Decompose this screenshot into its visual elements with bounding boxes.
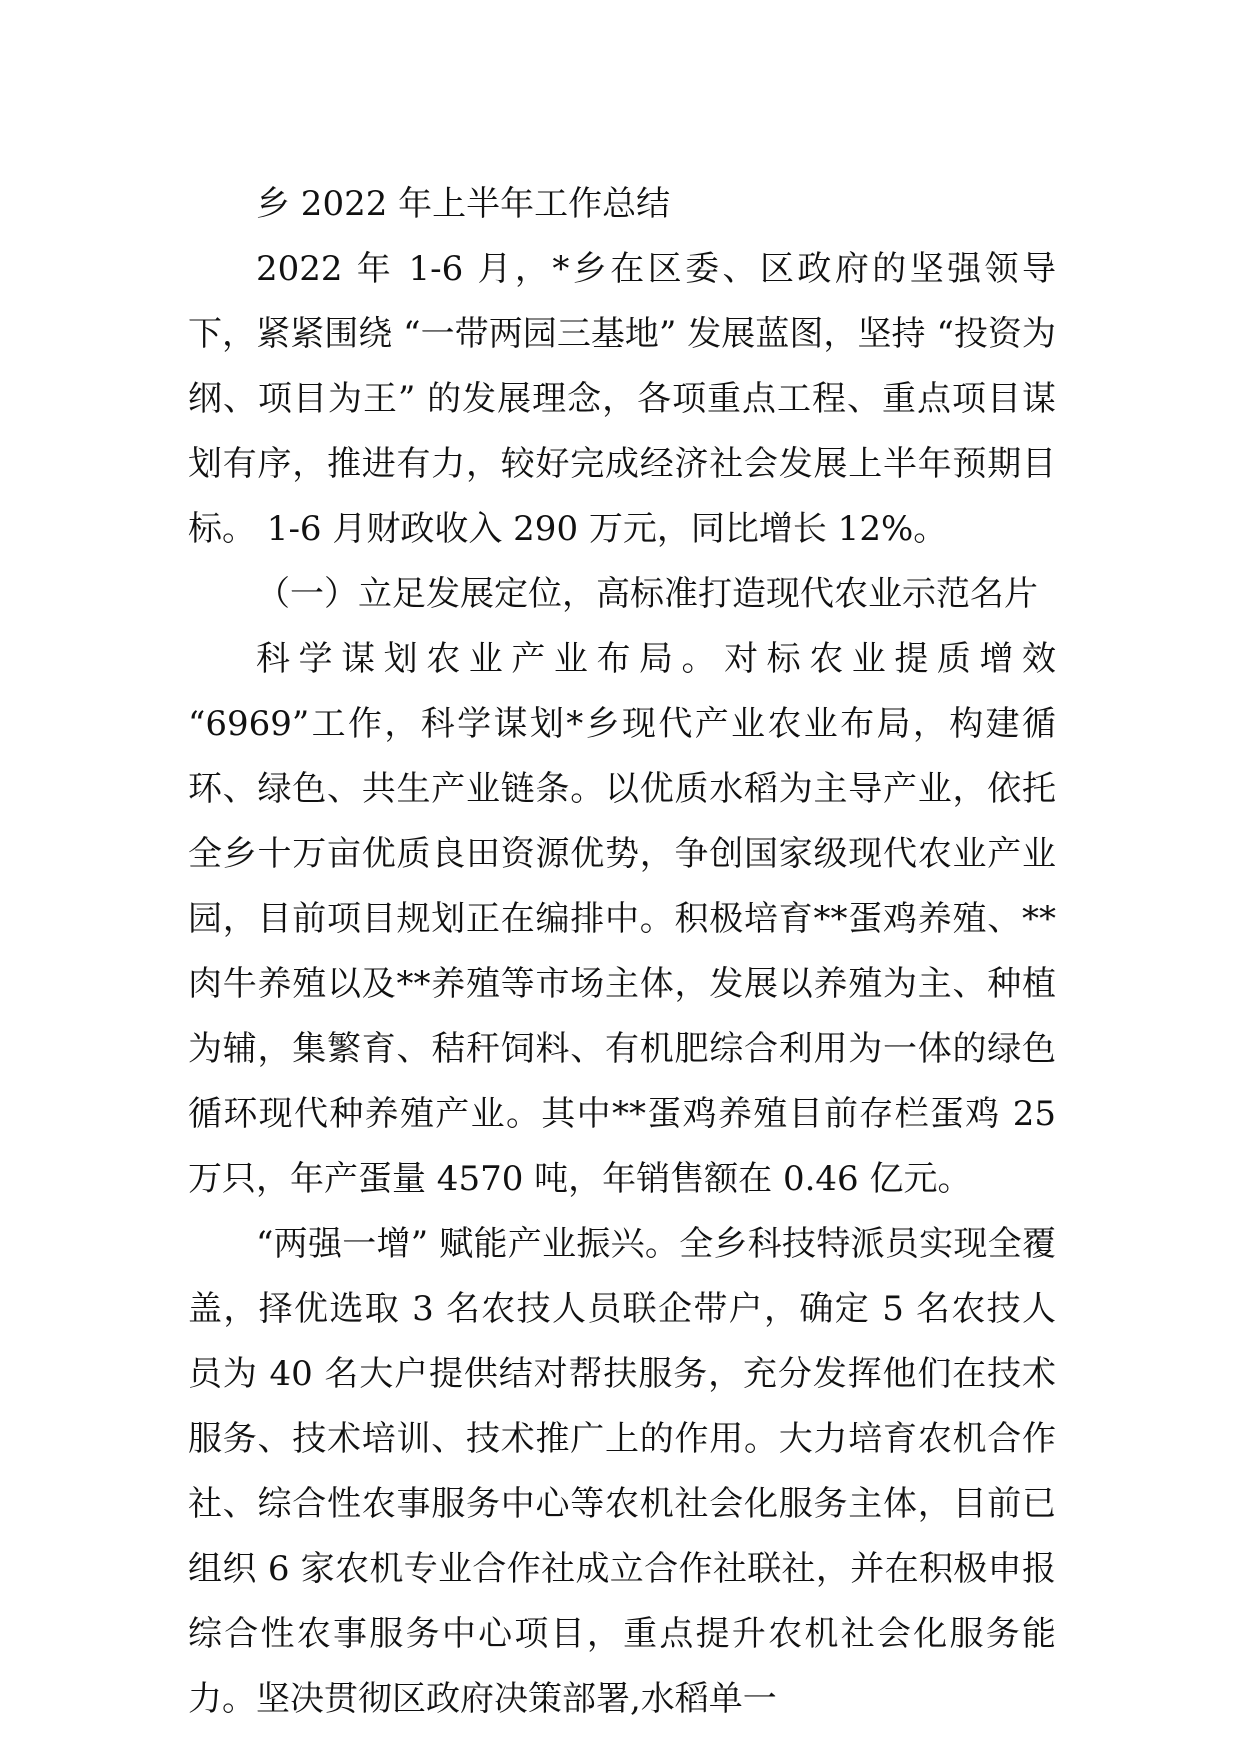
paragraph-agriculture-layout: 科学谋划农业产业布局。对标农业提质增效 “6969”工作，科学谋划*乡现代产业农业布局，构建循环、绿色、共生产业链条。以优质水稻为主导产业，依托全乡十万亩优质良田资源优势，争创国家级现代农业产业园，目前项目规划正在编排中。积极培育**蛋鸡养殖、**肉牛养殖以及**养殖等市场主体，发展以养殖为主、种植为辅，集繁育、秸秆饲料、有机肥综合利用为一体的绿色循环现代种养殖产业。其中**蛋鸡养殖目前存栏蛋鸡 25 万只，年产蛋量 4570 吨，年销售额在 0.46 亿元。 [188, 639, 1056, 1199]
document-body [188, 172, 1056, 1732]
paragraph-overview: 2022 年 1-6 月，*乡在区委、区政府的坚强领导下，紧紧围绕 “一带两园三基地” 发展蓝图，坚持 “投资为纲、项目为王” 的发展理念，各项重点工程、重点项目谋划有序，推进有力，较好完成经济社会发展上半年预期目标。 1-6 月财政收入 290 万元，同比增长 12%。 [188, 249, 1056, 549]
paragraph-industry-revitalization: “两强一增” 赋能产业振兴。全乡科技特派员实现全覆盖，择优选取 3 名农技人员联企带户，确定 5 名农技人员为 40 名大户提供结对帮扶服务，充分发挥他们在技术服务、技术培训、技术推广上的作用。大力培育农机合作社、综合性农事服务中心等农机社会化服务主体，目前已组织 6 家农机专业合作社成立合作社联社，并在积极申报综合性农事服务中心项目，重点提升农机社会化服务能力。坚决贯彻区政府决策部署,水稻单一 [188, 1224, 1056, 1719]
section-heading: （一）立足发展定位，高标准打造现代农业示范名片 [256, 574, 1038, 614]
document-title: 乡 2022 年上半年工作总结 [256, 184, 671, 224]
